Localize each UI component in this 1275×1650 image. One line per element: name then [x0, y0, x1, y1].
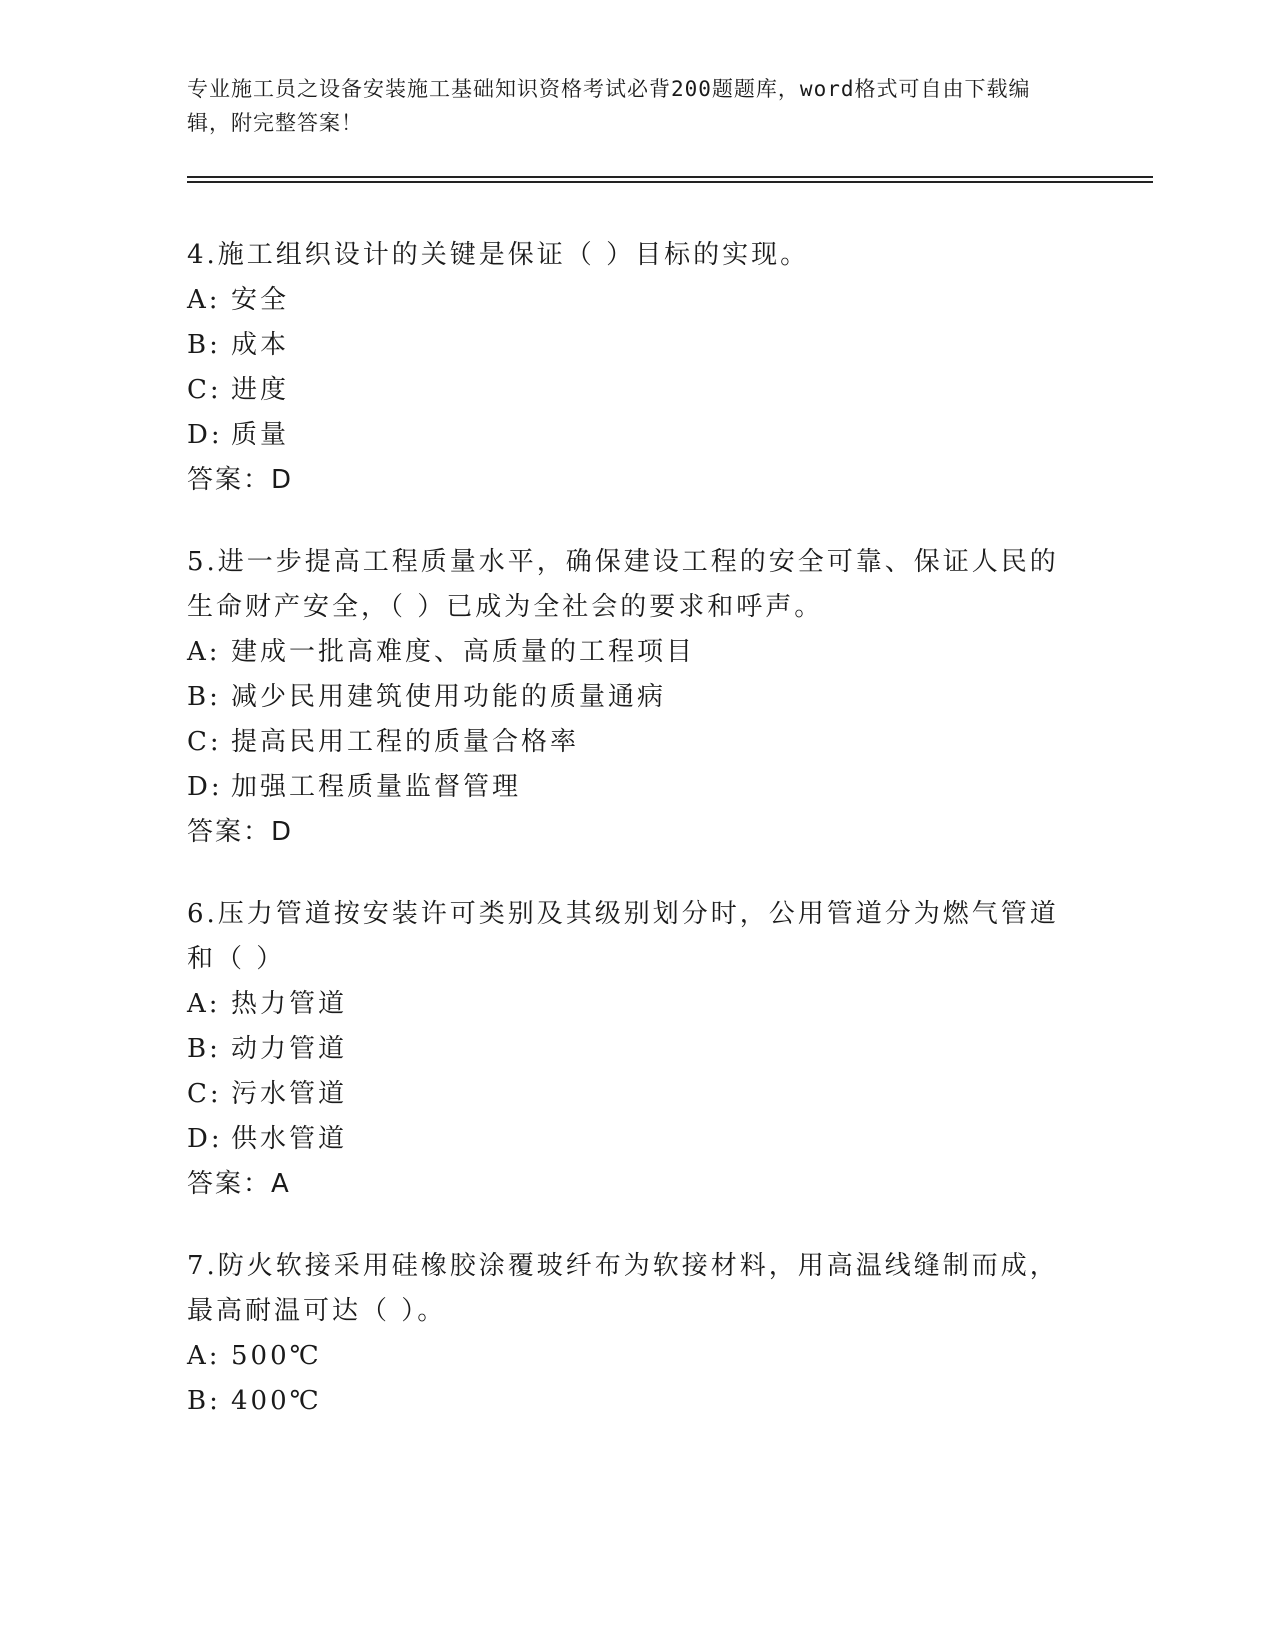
- option-text: 热力管道: [231, 989, 348, 1019]
- option-d: [187, 413, 1067, 458]
- option-text: 减少民用建筑使用功能的质量通病: [231, 682, 667, 712]
- option-letter: A:: [187, 989, 221, 1019]
- option-a: [187, 278, 1067, 323]
- option-letter: C:: [187, 727, 222, 757]
- option-letter: D:: [187, 772, 223, 802]
- option-text: 质量: [231, 420, 290, 450]
- option-d: [187, 765, 1067, 810]
- header-title: 专业施工员之设备安装施工基础知识资格考试必背200题题库，word格式可自由下载编辑，附完整答案！: [187, 77, 1031, 135]
- question-5: [187, 540, 1067, 855]
- option-text: 加强工程质量监督管理: [231, 772, 522, 802]
- option-a: [187, 630, 1067, 675]
- header-divider-top: [187, 176, 1153, 178]
- question-list: [187, 233, 1067, 1461]
- option-b: [187, 1027, 1067, 1072]
- option-b: [187, 323, 1067, 368]
- question-stem: 6.压力管道按安装许可类别及其级别划分时，公用管道分为燃气管道和（ ）: [187, 899, 1059, 974]
- option-letter: A:: [187, 1341, 221, 1371]
- option-letter: D:: [187, 420, 223, 450]
- option-text: 污水管道: [231, 1079, 348, 1109]
- option-c: [187, 1072, 1067, 1117]
- option-letter: A:: [187, 285, 221, 315]
- option-letter: B:: [187, 330, 221, 360]
- option-letter: C:: [187, 375, 222, 405]
- option-text: 成本: [231, 330, 290, 360]
- option-letter: B:: [187, 1034, 221, 1064]
- option-c: [187, 720, 1067, 765]
- question-7: [187, 1244, 1067, 1424]
- option-text: 动力管道: [231, 1034, 348, 1064]
- option-letter: D:: [187, 1124, 223, 1154]
- option-letter: B:: [187, 682, 221, 712]
- option-text: 安全: [231, 285, 290, 315]
- answer-line: 答案：A: [187, 1169, 291, 1199]
- answer-line: 答案：D: [187, 465, 294, 495]
- option-text: 500℃: [231, 1341, 322, 1371]
- option-text: 建成一批高难度、高质量的工程项目: [231, 637, 696, 667]
- option-text: 供水管道: [231, 1124, 348, 1154]
- option-letter: C:: [187, 1079, 222, 1109]
- option-a: [187, 982, 1067, 1027]
- option-text: 进度: [231, 375, 290, 405]
- header-divider-bottom: [187, 181, 1153, 183]
- option-c: [187, 368, 1067, 413]
- question-4: [187, 233, 1067, 503]
- option-text: 提高民用工程的质量合格率: [231, 727, 580, 757]
- answer-line: 答案：D: [187, 817, 294, 847]
- question-stem: 5.进一步提高工程质量水平，确保建设工程的安全可靠、保证人民的生命财产安全，（ ）已成为全社会的要求和呼声。: [187, 547, 1059, 622]
- option-b: [187, 675, 1067, 720]
- option-d: [187, 1117, 1067, 1162]
- question-6: [187, 892, 1067, 1207]
- option-letter: A:: [187, 637, 221, 667]
- question-stem: 7.防火软接采用硅橡胶涂覆玻纤布为软接材料，用高温线缝制而成，最高耐温可达（ ）。: [187, 1251, 1059, 1326]
- document-header: [187, 72, 1067, 140]
- option-letter: B:: [187, 1386, 221, 1416]
- option-text: 400℃: [231, 1386, 322, 1416]
- option-a: [187, 1334, 1067, 1379]
- option-b: [187, 1379, 1067, 1424]
- question-stem: 4.施工组织设计的关键是保证（ ）目标的实现。: [187, 240, 810, 270]
